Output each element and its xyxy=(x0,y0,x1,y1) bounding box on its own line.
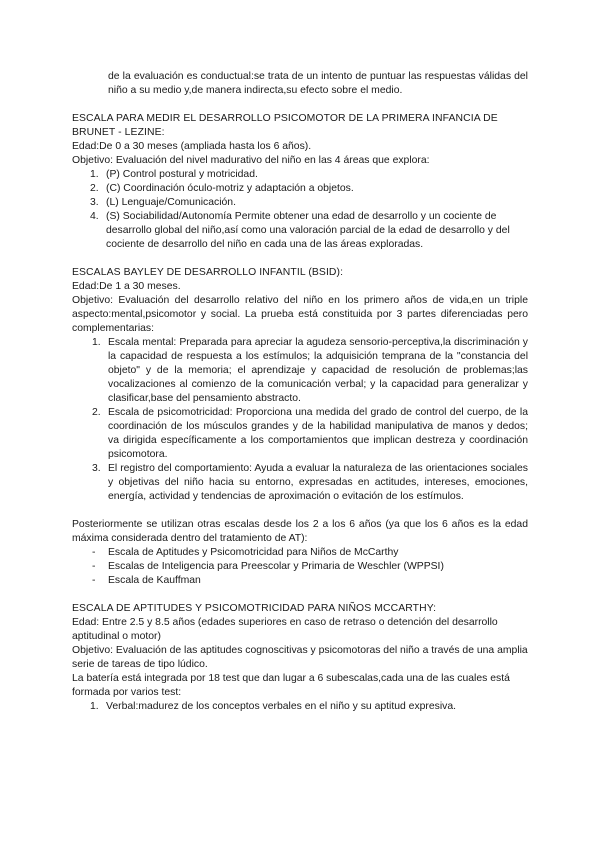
mccarthy-subscales-list xyxy=(72,700,528,714)
list-item-text: El registro del comportamiento: Ayuda a evaluar la naturaleza de las orientaciones sociales y objetivas del niño hacia su entorno, expresadas en actitudes, intereses, emociones, energía, actividad y tendencias de aproximación o evitación de los estímulos. xyxy=(108,463,528,502)
bayley-section xyxy=(72,266,528,504)
brunet-heading: ESCALA PARA MEDIR EL DESARROLLO PSICOMOTOR DE LA PRIMERA INFANCIA DE BRUNET - LEZINE: xyxy=(72,113,498,138)
brunet-area-list xyxy=(72,168,528,252)
brunet-objective: Objetivo: Evaluación del nivel madurativo del niño en las 4 áreas que explora: xyxy=(72,155,430,166)
later-scales-list xyxy=(72,546,528,588)
mccarthy-objective: Objetivo: Evaluación de las aptitudes cognoscitivas y psicomotoras del niño a través de una amplia serie de tareas de tipo lúdico. xyxy=(72,645,528,670)
list-item-text: Verbal:madurez de los conceptos verbales en el niño y su aptitud expresiva. xyxy=(106,701,457,712)
list-item-text: Escala de Aptitudes y Psicomotricidad para Niños de McCarthy xyxy=(108,547,399,558)
list-item: 1. Verbal:madurez de los conceptos verbales en el niño y su aptitud expresiva. xyxy=(90,701,457,712)
list-item-text: Escalas de Inteligencia para Preescolar y Primaria de Weschler (WPPSI) xyxy=(108,561,444,572)
list-item: - Escalas de Inteligencia para Preescolar y Primaria de Weschler (WPPSI) xyxy=(92,561,444,572)
bayley-objective: Objetivo: Evaluación del desarrollo relativo del niño en los primero años de vida,en un triple aspecto:mental,psicomotor y social. La prueba está constituida por 3 partes diferenciadas pero complementarias: xyxy=(72,295,528,334)
brunet-section xyxy=(72,112,528,252)
later-scales-section xyxy=(72,518,528,588)
bayley-heading: ESCALAS BAYLEY DE DESARROLLO INFANTIL (BSID): xyxy=(72,267,344,278)
list-item: 3. (L) Lenguaje/Comunicación. xyxy=(90,197,236,208)
brunet-age: Edad:De 0 a 30 meses (ampliada hasta los 6 años). xyxy=(72,141,312,152)
later-scales-text: Posteriormente se utilizan otras escalas desde los 2 a los 6 años (ya que los 6 años es la edad máxima considerada dentro del tratamiento de AT): xyxy=(72,519,528,544)
list-item-text: Escala mental: Preparada para apreciar la agudeza sensorio-perceptiva,la discriminación y la capacidad de respuesta a los estímulos; la adquisición temprana de la "constancia del objeto" y de la memoria; el aprendizaje y capacidad de resolución de problemas;las vocalizaciones al comienzo de la comunicación verbal; y la capacidad para generalizar y clasificar,base del pensamiento abstracto. xyxy=(108,337,528,404)
list-item: 1. Escala mental: Preparada para apreciar la agudeza sensorio-perceptiva,la discriminación y la capacidad de respuesta a los estímulos; la adquisición temprana de la "constancia del objeto" y de la memoria; el aprendizaje y capacidad de resolución de problemas;las vocalizaciones al comienzo de la comunicación verbal; y la capacidad para generalizar y clasificar,base del pensamiento abstracto. xyxy=(92,337,528,404)
document-page xyxy=(72,70,528,714)
intro-paragraph: de la evaluación es conductual:se trata de un intento de puntuar las respuestas válidas del niño a su medio y,de manera indirecta,su efecto sobre el medio. xyxy=(108,71,528,96)
list-item: - Escala de Kauffman xyxy=(92,575,201,586)
list-item-text: (S) Sociabilidad/Autonomía Permite obtener una edad de desarrollo y un cociente de desarrollo global del niño,así como una valoración parcial de la edad de desarrollo y del cociente de desarrollo del niño en cada una de las áreas exploradas. xyxy=(106,211,510,250)
bayley-age: Edad:De 1 a 30 meses. xyxy=(72,281,181,292)
list-item: 1. (P) Control postural y motricidad. xyxy=(90,169,258,180)
list-item-text: (P) Control postural y motricidad. xyxy=(106,169,258,180)
mccarthy-heading: ESCALA DE APTITUDES Y PSICOMOTRICIDAD PARA NIÑOS MCCARTHY: xyxy=(72,603,437,614)
list-item-text: Escala de psicomotricidad: Proporciona una medida del grado de control del cuerpo, de la coordinación de los músculos grandes y de la habilidad manipulativa de manos y dedos; va dirigida específicamente a los comportamientos que implican destreza y coordinación psicomotora. xyxy=(108,407,528,460)
list-item: - Escala de Aptitudes y Psicomotricidad para Niños de McCarthy xyxy=(92,547,399,558)
list-item: 4. (S) Sociabilidad/Autonomía Permite obtener una edad de desarrollo y un cociente de desarrollo global del niño,así como una valoración parcial de la edad de desarrollo y del cociente de desarrollo del niño en cada una de las áreas exploradas. xyxy=(90,211,510,250)
list-item-text: (C) Coordinación óculo-motriz y adaptación a objetos. xyxy=(106,183,354,194)
bayley-parts-list xyxy=(72,336,528,504)
mccarthy-age: Edad: Entre 2.5 y 8.5 años (edades superiores en caso de retraso o detención del desarrollo aptitudinal o motor) xyxy=(72,617,498,642)
list-item: 2. (C) Coordinación óculo-motriz y adaptación a objetos. xyxy=(90,183,354,194)
list-item: 3. El registro del comportamiento: Ayuda a evaluar la naturaleza de las orientaciones sociales y objetivas del niño hacia su entorno, expresadas en actitudes, intereses, emociones, energía, actividad y tendencias de aproximación o evitación de los estímulos. xyxy=(92,463,528,502)
mccarthy-battery: La batería está integrada por 18 test que dan lugar a 6 subescalas,cada una de las cuales está formada por varios test: xyxy=(72,673,510,698)
list-item-text: (L) Lenguaje/Comunicación. xyxy=(106,197,236,208)
mccarthy-section xyxy=(72,602,528,714)
list-item-text: Escala de Kauffman xyxy=(108,575,201,586)
list-item: 2. Escala de psicomotricidad: Proporciona una medida del grado de control del cuerpo, de la coordinación de los músculos grandes y de la habilidad manipulativa de manos y dedos; va dirigida específicamente a los comportamientos que implican destreza y coordinación psicomotora. xyxy=(92,407,528,460)
